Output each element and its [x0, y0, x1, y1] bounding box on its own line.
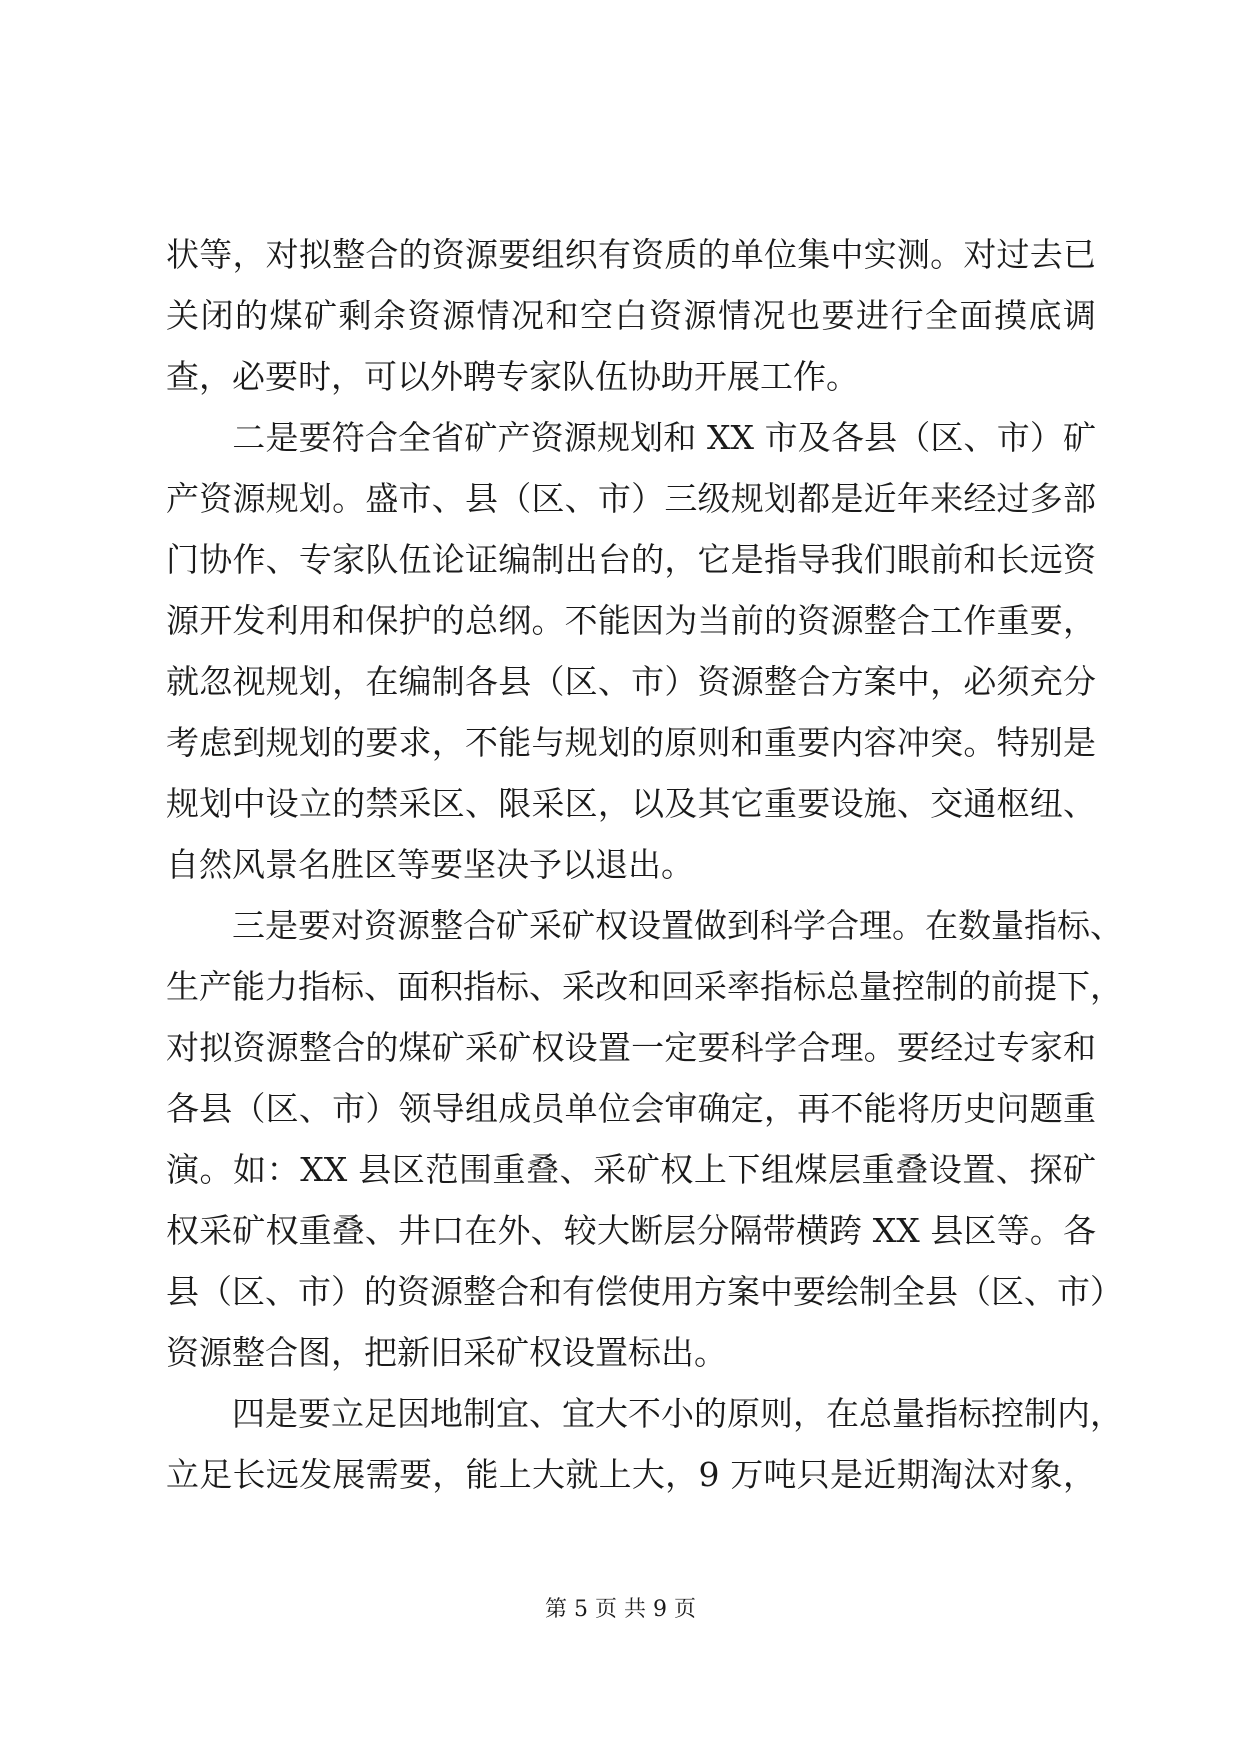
page-number-footer: 第 5 页 共 9 页 [545, 1597, 696, 1622]
body-line: 二是要符合全省矿产资源规划和 XX 市及各县（区、市）矿 [166, 418, 1096, 457]
body-line: 门协作、专家队伍论证编制出台的，它是指导我们眼前和长远资 [166, 540, 1096, 579]
body-line: 就忽视规划，在编制各县（区、市）资源整合方案中，必须充分 [166, 662, 1096, 701]
body-line: 各县（区、市）领导组成员单位会审确定，再不能将历史问题重 [166, 1089, 1096, 1128]
body-line: 生产能力指标、面积指标、采改和回采率指标总量控制的前提下， [166, 967, 1123, 1006]
body-line: 三是要对资源整合矿采矿权设置做到科学合理。在数量指标、 [166, 906, 1123, 945]
body-line: 权采矿权重叠、井口在外、较大断层分隔带横跨 XX 县区等。各 [166, 1211, 1096, 1250]
body-line: 源开发利用和保护的总纲。不能因为当前的资源整合工作重要， [166, 601, 1096, 640]
body-line: 自然风景名胜区等要坚决予以退出。 [166, 845, 694, 884]
body-line: 规划中设立的禁采区、限采区，以及其它重要设施、交通枢纽、 [166, 784, 1096, 823]
body-line: 演。如：XX 县区范围重叠、采矿权上下组煤层重叠设置、探矿 [166, 1150, 1096, 1189]
body-line: 立足长远发展需要，能上大就上大，9 万吨只是近期淘汰对象， [166, 1455, 1096, 1494]
body-line: 四是要立足因地制宜、宜大不小的原则，在总量指标控制内， [166, 1394, 1123, 1433]
body-line: 查，必要时，可以外聘专家队伍协助开展工作。 [166, 357, 859, 396]
body-line: 县（区、市）的资源整合和有偿使用方案中要绘制全县（区、市） [166, 1272, 1123, 1311]
body-line: 状等，对拟整合的资源要组织有资质的单位集中实测。对过去已 [166, 235, 1096, 274]
body-line: 资源整合图，把新旧采矿权设置标出。 [166, 1333, 727, 1372]
body-line: 产资源规划。盛市、县（区、市）三级规划都是近年来经过多部 [166, 479, 1096, 518]
body-line: 考虑到规划的要求，不能与规划的原则和重要内容冲突。特别是 [166, 723, 1096, 762]
body-line: 对拟资源整合的煤矿采矿权设置一定要科学合理。要经过专家和 [166, 1028, 1096, 1067]
body-line: 关闭的煤矿剩余资源情况和空白资源情况也要进行全面摸底调 [166, 296, 1096, 335]
